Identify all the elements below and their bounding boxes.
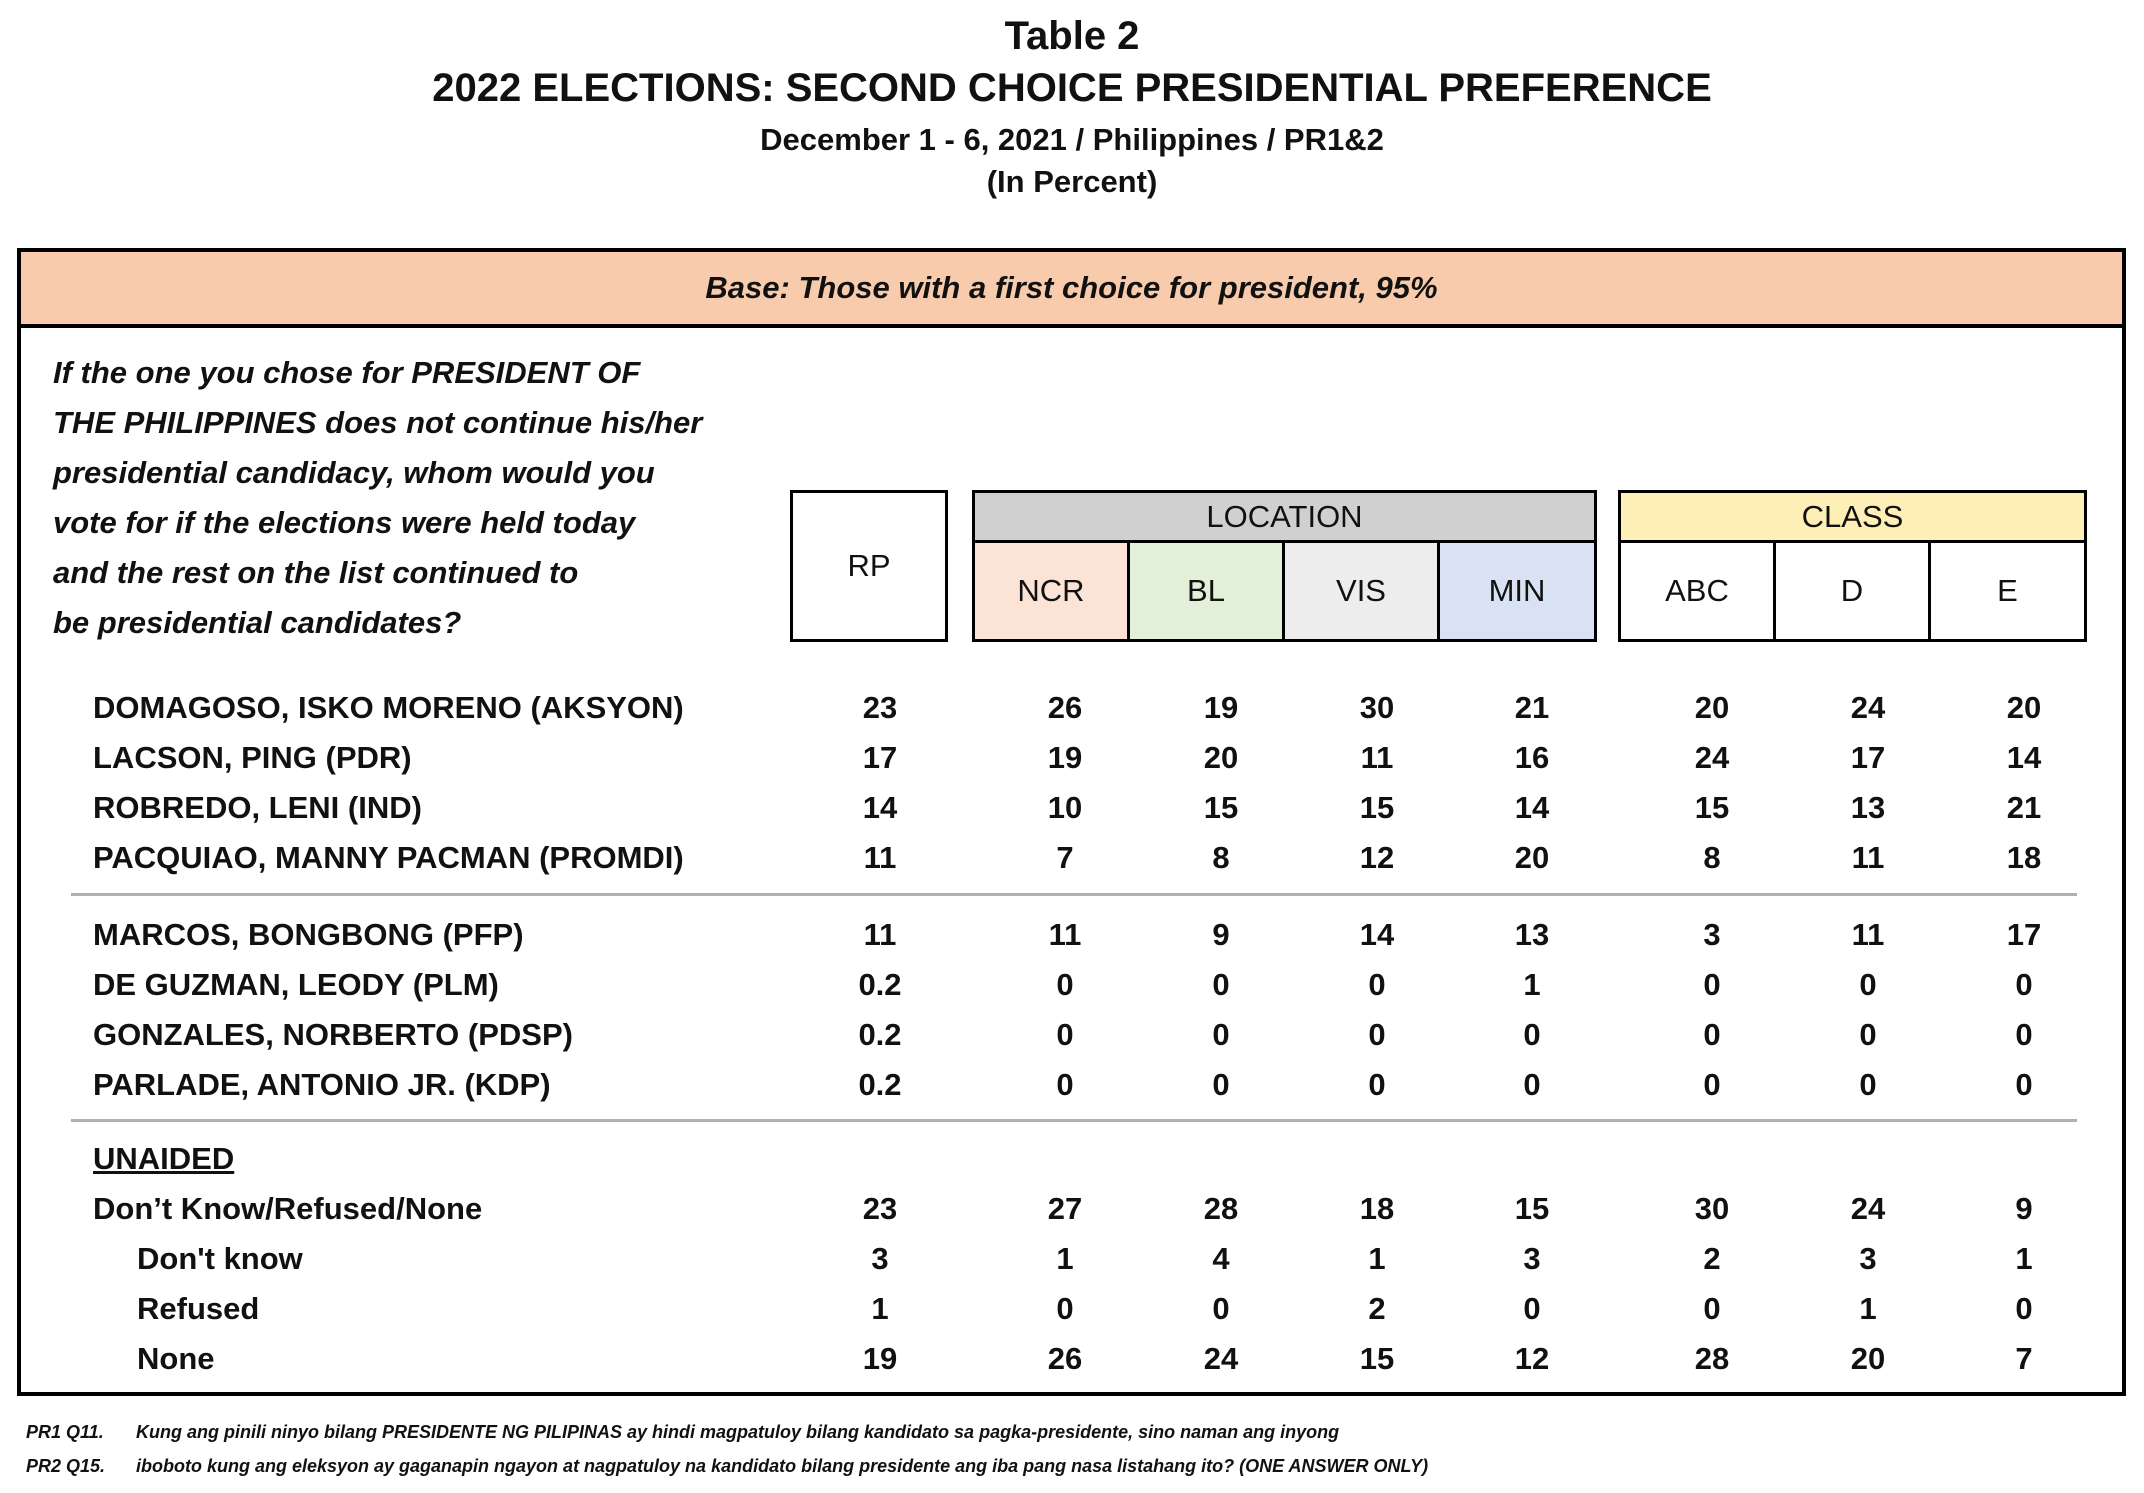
table-cell: 10 [1047,790,1083,825]
table-cell: 18 [1359,1191,1395,1226]
table-cell: 13 [1850,790,1886,825]
table-cell: 0 [1859,1017,1877,1052]
table-cell: 20 [1850,1341,1886,1376]
table-cell: 8 [1703,840,1721,875]
column-header-d [1773,540,1931,642]
table-cell: 0 [2015,1067,2033,1102]
table-cell: 12 [1514,1341,1550,1376]
table-cell: 3 [1859,1241,1877,1276]
row-label: Don’t Know/Refused/None [93,1191,483,1226]
table-cell: 11 [863,917,897,952]
table-cell: 0 [1368,1067,1386,1102]
footnote-code: PR1 Q11. [26,1422,104,1442]
class-group-label: CLASS [1801,498,1904,534]
group-separator [71,893,2077,896]
ncr-label: NCR [1017,573,1085,608]
row-label: PARLADE, ANTONIO JR. (KDP) [93,1067,551,1102]
table-cell: 8 [1212,840,1230,875]
table-cell: 2 [1368,1291,1386,1326]
table-cell: 17 [862,740,898,775]
table-cell: 12 [1359,840,1395,875]
table-cell: 21 [1514,690,1550,725]
table-cell: 0 [2015,967,2033,1002]
table-cell: 0.2 [858,1017,902,1052]
table-cell: 0 [1212,967,1230,1002]
d-label: D [1840,573,1864,608]
question-line: vote for if the elections were held today [53,505,636,540]
table-cell: 2 [1703,1241,1721,1276]
table-cell: 0 [1212,1067,1230,1102]
footnote-code: PR2 Q15. [26,1456,106,1476]
table-cell: 24 [1850,690,1886,725]
row-label: LACSON, PING (PDR) [93,740,412,775]
table-title: 2022 ELECTIONS: SECOND CHOICE PRESIDENTIAL PREFERENCE [432,66,1712,110]
table-cell: 1 [871,1291,889,1326]
table-cell: 24 [1694,740,1730,775]
table-cell: 14 [2006,740,2042,775]
column-header-bl [1127,540,1285,642]
table-cell: 27 [1047,1191,1083,1226]
table-cell: 1 [1523,967,1541,1002]
table-cell: 0 [1212,1017,1230,1052]
table-cell: 1 [1056,1241,1074,1276]
table-cell: 14 [1514,790,1550,825]
table-cell: 20 [2006,690,2042,725]
table-cell: 0 [2015,1291,2033,1326]
table-cell: 7 [2015,1341,2033,1376]
table-cell: 11 [1360,740,1394,775]
column-header-min [1437,540,1597,642]
question-line: be presidential candidates? [53,605,462,640]
table-cell: 21 [2006,790,2042,825]
table-cell: 20 [1694,690,1730,725]
abc-label: ABC [1665,573,1729,608]
table-cell: 15 [1359,1341,1395,1376]
table-cell: 4 [1212,1241,1230,1276]
table-cell: 20 [1514,840,1550,875]
table-cell: 0 [1368,967,1386,1002]
table-cell: 0 [1859,967,1877,1002]
row-label: Don't know [137,1241,303,1276]
table-cell: 14 [862,790,898,825]
location-group-label: LOCATION [1206,498,1363,534]
vis-label: VIS [1336,573,1386,608]
survey-question [53,348,813,648]
table-cell: 18 [2006,840,2042,875]
table-cell: 1 [1859,1291,1877,1326]
footnote-text: iboboto kung ang eleksyon ay gaganapin ngayon at nagpatuloy na kandidato bilang presidente ang iba pang nasa listahang ito? (ONE ANSWER ONLY) [136,1456,1429,1476]
table-cell: 9 [1212,917,1230,952]
table-cell: 0 [1859,1067,1877,1102]
table-cell: 11 [863,840,897,875]
column-header-vis [1282,540,1440,642]
table-cell: 0 [1056,1291,1074,1326]
table-cell: 30 [1694,1191,1730,1226]
table-cell: 15 [1514,1191,1550,1226]
question-line: If the one you chose for PRESIDENT OF [53,355,641,390]
table-cell: 0 [1703,1291,1721,1326]
question-line: and the rest on the list continued to [53,555,579,590]
table-cell: 24 [1850,1191,1886,1226]
table-unit: (In Percent) [986,164,1158,199]
table-cell: 20 [1203,740,1239,775]
table-cell: 9 [2015,1191,2033,1226]
bl-label: BL [1187,573,1225,608]
table-cell: 17 [1850,740,1886,775]
table-cell: 24 [1203,1341,1239,1376]
table-cell: 0 [1056,1067,1074,1102]
row-label: DE GUZMAN, LEODY (PLM) [93,967,499,1002]
row-label: PACQUIAO, MANNY PACMAN (PROMDI) [93,840,684,875]
table-cell: 23 [862,1191,898,1226]
column-header-ncr [972,540,1130,642]
table-cell: 26 [1047,690,1083,725]
table-cell: 0 [1703,967,1721,1002]
table-cell: 0 [1523,1017,1541,1052]
table-cell: 19 [1203,690,1239,725]
table-cell: 0 [1368,1017,1386,1052]
table-cell: 1 [2015,1241,2033,1276]
table-cell: 16 [1514,740,1550,775]
table-cell: 3 [871,1241,889,1276]
row-label: MARCOS, BONGBONG (PFP) [93,917,524,952]
table-cell: 26 [1047,1341,1083,1376]
table-cell: 0 [1212,1291,1230,1326]
group-separator [71,1119,2077,1122]
table-number: Table 2 [1004,14,1140,58]
table-cell: 17 [2006,917,2042,952]
table-cell: 19 [1047,740,1083,775]
table-cell: 0 [1703,1067,1721,1102]
question-line: presidential candidacy, whom would you [53,455,655,490]
rp-label: RP [847,548,891,583]
column-header-e [1928,540,2087,642]
table-cell: 0 [2015,1017,2033,1052]
table-cell: 0 [1703,1017,1721,1052]
column-header-rp [790,490,948,642]
location-group-header [972,490,1597,543]
table-cell: 11 [1851,840,1885,875]
table-cell: 0 [1523,1291,1541,1326]
table-cell: 19 [862,1341,898,1376]
row-label: GONZALES, NORBERTO (PDSP) [93,1017,573,1052]
row-label: Refused [137,1291,260,1326]
table-cell: 11 [1851,917,1885,952]
table-cell: 7 [1056,840,1074,875]
class-group-header [1618,490,2087,543]
table-cell: 30 [1359,690,1395,725]
table-subtitle: December 1 - 6, 2021 / Philippines / PR1&2 [760,122,1384,157]
table-cell: 13 [1514,917,1550,952]
column-header-abc [1618,540,1776,642]
row-label: DOMAGOSO, ISKO MORENO (AKSYON) [93,690,684,725]
table-cell: 15 [1694,790,1730,825]
base-band: Base: Those with a first choice for president, 95% [21,252,2122,328]
min-label: MIN [1488,573,1546,608]
table-cell: 1 [1368,1241,1386,1276]
table-cell: 0 [1523,1067,1541,1102]
table-cell: 3 [1703,917,1721,952]
row-label: ROBREDO, LENI (IND) [93,790,422,825]
table-cell: 3 [1523,1241,1541,1276]
unaided-label: UNAIDED [93,1141,235,1176]
table-cell: 28 [1203,1191,1239,1226]
table-cell: 14 [1359,917,1395,952]
row-label: None [137,1341,215,1376]
question-line: THE PHILIPPINES does not continue his/her [53,405,703,440]
footnote-text: Kung ang pinili ninyo bilang PRESIDENTE NG PILIPINAS ay hindi magpatuloy bilang kandidato sa pagka-presidente, sino naman ang inyong [136,1422,1340,1442]
table-cell: 28 [1694,1341,1730,1376]
e-label: E [1997,573,2018,608]
table-cell: 23 [862,690,898,725]
table-cell: 15 [1359,790,1395,825]
table-cell: 15 [1203,790,1239,825]
table-cell: 0 [1056,1017,1074,1052]
table-cell: 11 [1048,917,1082,952]
table-cell: 0.2 [858,1067,902,1102]
table-cell: 0.2 [858,967,902,1002]
table-cell: 0 [1056,967,1074,1002]
